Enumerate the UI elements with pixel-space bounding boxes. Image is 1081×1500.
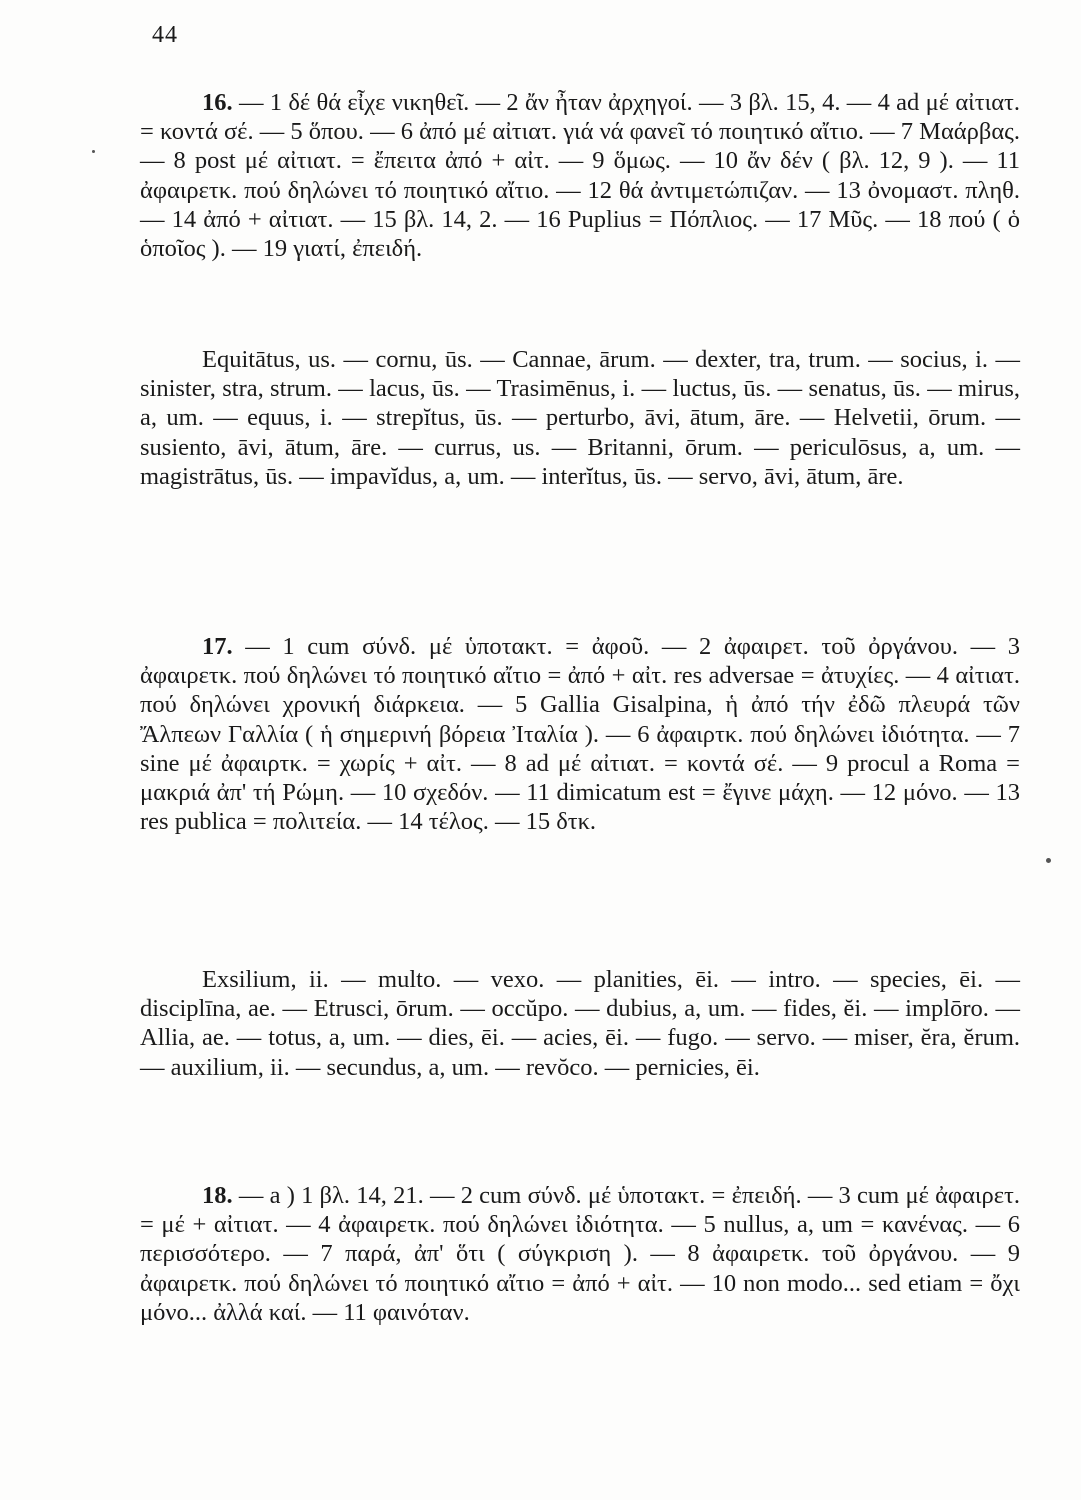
scan-speck bbox=[92, 150, 95, 153]
page-number: 44 bbox=[152, 22, 178, 48]
notes-paragraph bbox=[140, 632, 1020, 836]
notes-text: — 1 cum σύνδ. μέ ὑποτακτ. = ἀφοῦ. — 2 ἀφαιρετ. τοῦ ὀργάνου. — 3 ἀφαιρετκ. πού δηλώνει τό ποιητικό αἴτιο = ἀπό + αἰτ. res adversae = ἀτυχίες. — 4 αἰτιατ. πού δηλώνει χρονική διάρκεια. — 5 Gallia Gisalpina, ἡ ἀπό τήν ἐδῶ πλευρά τῶν Ἄλπεων Γαλλία ( ἡ σημερινή βόρεια Ἰταλία ). — 6 ἀφαιρτκ. πού δηλώνει ἰδιότητα. — 7 sine μέ ἀφαιρτκ. = χωρίς + αἰτ. — 8 ad μέ αἰτιατ. = κοντά σέ. — 9 procul a Roma = μακριά ἀπ' τή Ρώμη. — 10 σχεδόν. — 11 dimicatum est = ἔγινε μάχη. — 12 μόνο. — 13 res publica = πολιτεία. — 14 τέλος. — 15 δτκ. bbox=[140, 633, 1020, 836]
section-16-vocabulary bbox=[140, 345, 1020, 491]
vocabulary-paragraph: Equitātus, us. — cornu, ūs. — Cannae, ārum. — dexter, tra, trum. — socius, i. — sinister, stra, strum. — lacus, ūs. — Trasimēnus, i. — luctus, ūs. — senatus, ūs. — mirus, a, um. — equus, i. — strepĭtus, ūs. — perturbo, āvi, ātum, āre. — Helvetii, ōrum. — susiento, āvi, ātum, āre. — currus, us. — Britanni, ōrum. — periculōsus, a, um. — magistrātus, ūs. — impavĭdus, a, um. — interĭtus, ūs. — servo, āvi, ātum, āre. bbox=[140, 346, 1020, 490]
notes-text: — a ) 1 βλ. 14, 21. — 2 cum σύνδ. μέ ὑποτακτ. = ἐπειδή. — 3 cum μέ ἀφαιρετ. = μέ + αἰτιατ. — 4 ἀφαιρετκ. πού δηλώνει ἰδιότητα. — 5 nullus, a, um = κανένας. — 6 περισσότερο. — 7 παρά, ἀπ' ὅτι ( σύγκριση ). — 8 ἀφαιρετκ. τοῦ ὀργάνου. — 9 ἀφαιρετκ. πού δηλώνει τό ποιητικό αἴτιο = ἀπό + αἰτ. — 10 non modo... sed etiam = ὄχι μόνο... ἀλλά καί. — 11 φαινόταν. bbox=[140, 1182, 1020, 1326]
section-17-vocabulary bbox=[140, 965, 1020, 1082]
section-17-notes bbox=[140, 632, 1020, 836]
section-16-notes bbox=[140, 88, 1020, 263]
section-number: 16. bbox=[202, 89, 233, 116]
vocabulary-paragraph: Exsilium, ii. — multo. — vexo. — planities, ēi. — intro. — species, ēi. — disciplīna, ae. — Etrusci, ōrum. — occŭpo. — dubius, a, um. — fides, ĕi. — implōro. — Allia, ae. — totus, a, um. — dies, ēi. — acies, ēi. — fugo. — servo. — miser, ĕra, ĕrum. — auxilium, ii. — secundus, a, um. — revŏco. — pernicies, ēi. bbox=[140, 966, 1020, 1081]
notes-text: — 1 δέ θά εἶχε νικηθεῖ. — 2 ἄν ἦταν ἀρχηγοί. — 3 βλ. 15, 4. — 4 ad μέ αἰτιατ. = κοντά σέ. — 5 ὅπου. — 6 ἀπό μέ αἰτιατ. γιά νά φανεῖ τό ποιητικό αἴτιο. — 7 Μαάρβας. — 8 post μέ αἰτιατ. = ἔπειτα ἀπό + αἰτ. — 9 ὅμως. — 10 ἄν δέν ( βλ. 12, 9 ). — 11 ἀφαιρετκ. πού δηλώνει τό ποιητικό αἴτιο. — 12 θά ἀντιμετώπιζαν. — 13 ὀνομαστ. πληθ. — 14 ἀπό + αἰτιατ. — 15 βλ. 14, 2. — 16 Puplius = Πόπλιος. — 17 Μῦς. — 18 πού ( ὁ ὁποῖος ). — 19 γιατί, ἐπειδή. bbox=[140, 89, 1020, 263]
section-number: 18. bbox=[202, 1182, 233, 1209]
notes-paragraph bbox=[140, 1181, 1020, 1327]
scan-speck bbox=[1046, 858, 1051, 863]
notes-paragraph bbox=[140, 88, 1020, 263]
section-18-notes bbox=[140, 1181, 1020, 1327]
section-number: 17. bbox=[202, 633, 233, 660]
